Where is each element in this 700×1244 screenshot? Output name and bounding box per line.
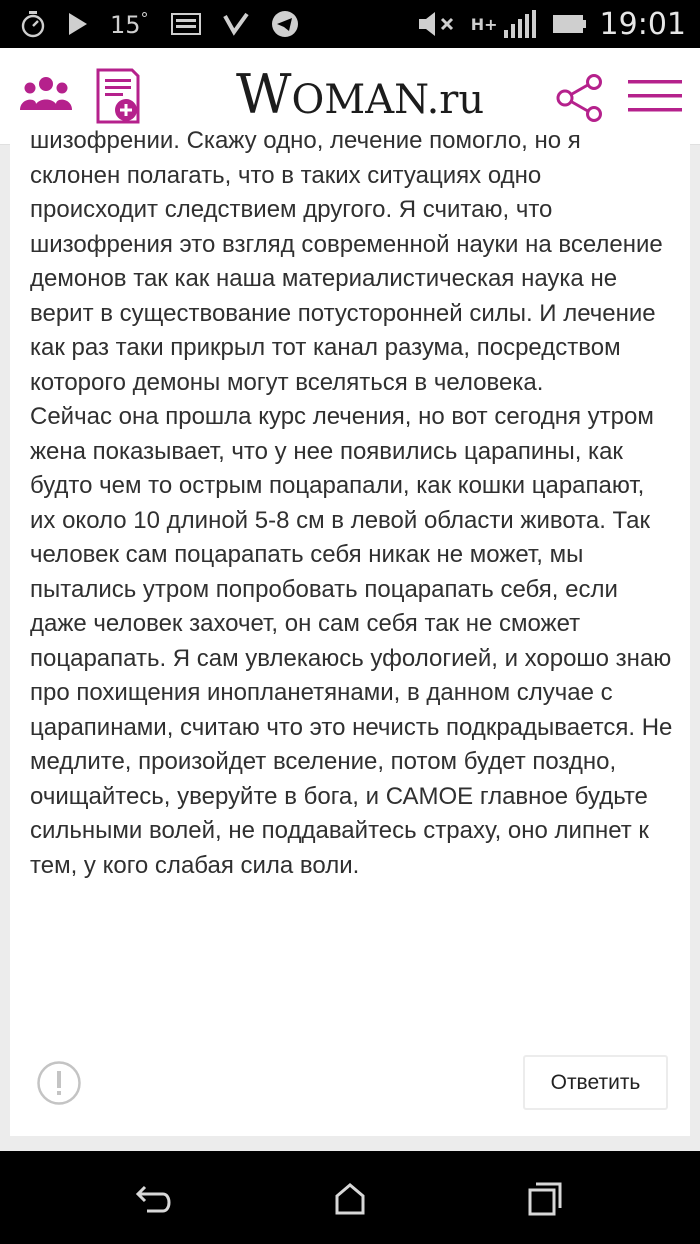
share-icon[interactable] — [555, 74, 605, 126]
logo-rest: OMAN — [291, 77, 427, 123]
menu-icon[interactable] — [628, 80, 682, 116]
recents-icon[interactable] — [525, 1179, 565, 1219]
new-post-icon[interactable] — [96, 68, 142, 128]
gallery-icon — [171, 13, 201, 35]
temperature-unit: ° — [140, 9, 149, 28]
home-icon[interactable] — [330, 1179, 370, 1219]
signal-icon — [502, 10, 538, 38]
telegram-icon — [271, 10, 299, 38]
temperature-value: 15 — [110, 11, 141, 39]
status-bar — [0, 0, 700, 48]
network-type: H+ — [470, 14, 498, 34]
battery-icon — [552, 13, 586, 35]
logo-initial: W — [236, 63, 292, 126]
comment-paragraph-1: склонен полагать, что в таких ситуациях одно происходит следствием другого. Я считаю, что шизофрения это взгляд современной науки на вселение демонов так как наша материалистическая наука не верит в существование потусторонней силы. И лечение как раз таки прикрыл тот канал разума, посредством которого демоны могут вселяться в человека. — [30, 161, 663, 396]
play-icon — [68, 12, 88, 36]
comment-cut-line: шизофрении. Скажу одно, лечение помогло, но я — [30, 127, 581, 154]
back-icon[interactable] — [135, 1179, 175, 1219]
status-time: 19:01 — [599, 6, 686, 42]
status-right — [417, 6, 686, 42]
logo-suffix: .ru — [426, 77, 485, 123]
comment-paragraph-2: Сейчас она прошла курс лечения, но вот сегодня утром жена показывает, что у нее появились царапины, как будто чем то острым поцарапали, как кошки царапают, их около 10 длиной 5-8 см в левой области живота. Так человек сам поцарапать себя никак не может, мы пытались утром попробовать поцарапать себя, если даже человек захочет, он сам себя так не сможет поцарапать. Я сам увлекаюсь уфологией, и хорошо знаю про похищения инопланетянами, в данном случае с царапинами, считаю что это нечисть подкрадывается. Не медлите, произойдет вселение, потом будет поздно, очищайтесь, уверуйте в бога, и САМОЕ главное будьте сильными волей, не поддавайтесь страху, оно липнет к тем, у кого слабая сила воли. — [30, 403, 673, 879]
report-icon[interactable] — [37, 1061, 81, 1105]
community-icon[interactable] — [20, 76, 72, 116]
site-logo[interactable] — [236, 63, 485, 126]
navigation-bar — [0, 1151, 700, 1244]
check-icon — [223, 12, 249, 36]
comment-text — [30, 124, 675, 883]
comment-card — [10, 127, 690, 1136]
stopwatch-icon — [20, 10, 46, 38]
temperature — [110, 9, 149, 39]
mute-icon — [417, 9, 457, 39]
status-left — [20, 8, 299, 40]
reply-button[interactable]: Ответить — [523, 1055, 668, 1110]
